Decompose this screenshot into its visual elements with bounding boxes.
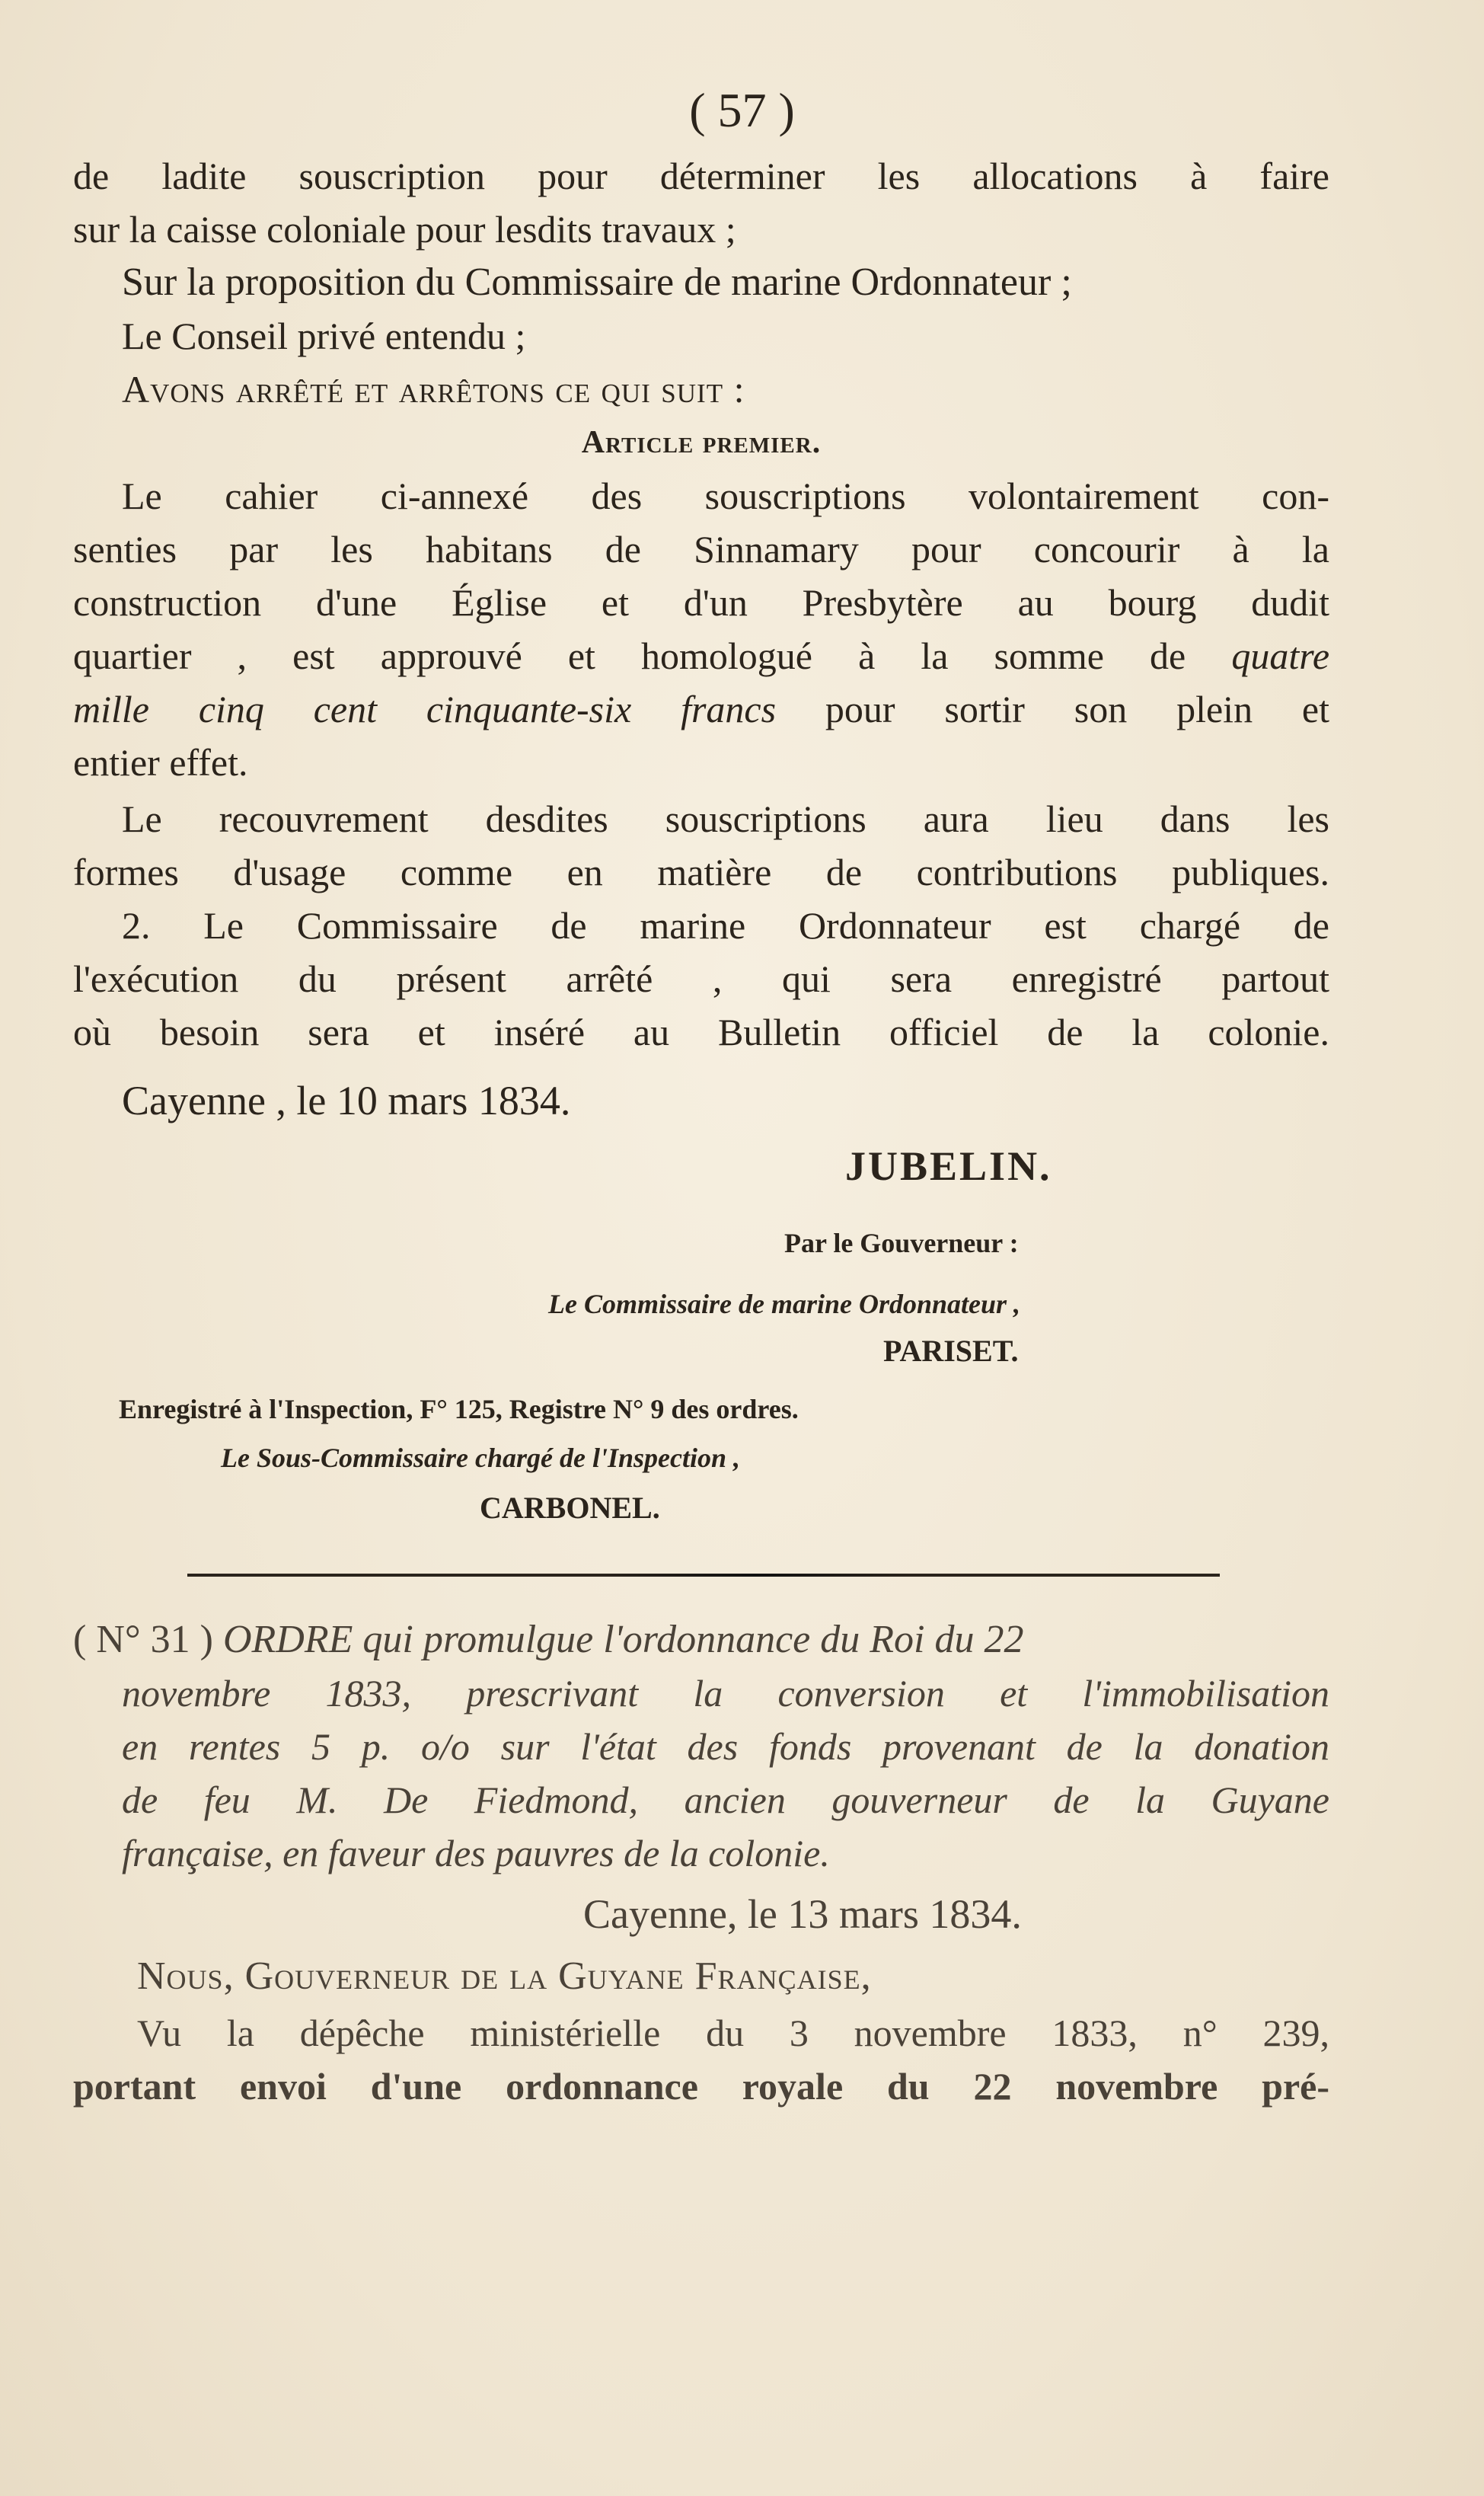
text-span: quartier , est approuvé et homologué à la somme de xyxy=(73,634,1186,677)
page-number: ( 57 ) xyxy=(689,83,795,137)
date-line: Cayenne , le 10 mars 1834. xyxy=(122,1078,571,1123)
text-line: Nous, Gouverneur de la Guyane Française, xyxy=(137,1954,872,1998)
text-line: de feu M. De Fiedmond, ancien gouverneur de la Guyane xyxy=(122,1779,1329,1821)
text-line: en rentes 5 p. o/o sur l'état des fonds provenant de la donation xyxy=(122,1725,1329,1768)
text-line: Vu la dépêche ministérielle du 3 novembre 1833, n° 239, xyxy=(137,2012,1329,2054)
text-line: 2. Le Commissaire de marine Ordonnateur est chargé de xyxy=(122,904,1329,947)
text-span: pour sortir son plein et xyxy=(825,688,1329,730)
text-line: Le Conseil privé entendu ; xyxy=(122,315,526,357)
text-line xyxy=(73,629,1329,682)
text-line xyxy=(73,1613,1329,1667)
text-line: l'exécution du présent arrêté , qui sera enregistré partout xyxy=(73,957,1329,1000)
section-divider xyxy=(187,1574,1220,1577)
text-line: Le recouvrement desdites souscriptions aura lieu dans les xyxy=(122,797,1329,840)
text-line: Le cahier ci-annexé des souscriptions volontairement con- xyxy=(122,475,1329,517)
italic-span: mille cinq cent cinquante-six francs xyxy=(73,688,777,730)
sous-commissaire-title: Le Sous-Commissaire chargé de l'Inspection , xyxy=(221,1443,741,1473)
signature-pariset: PARISET. xyxy=(883,1334,1019,1368)
decree-body xyxy=(73,149,1329,1127)
signature-carbonel: CARBONEL. xyxy=(480,1491,660,1525)
signature-jubelin: JUBELIN. xyxy=(845,1143,1052,1189)
text-line: de ladite souscription pour déterminer les allocations à faire xyxy=(73,155,1329,197)
article-heading: Article premier. xyxy=(581,425,822,460)
text-line: entier effet. xyxy=(73,741,248,784)
enregistrement-line: Enregistré à l'Inspection, F° 125, Registre N° 9 des ordres. xyxy=(119,1394,799,1424)
date-line: Cayenne, le 13 mars 1834. xyxy=(583,1891,1022,1937)
text-line: où besoin sera et inséré au Bulletin officiel de la colonie. xyxy=(73,1011,1329,1053)
italic-span: ORDRE qui promulgue l'ordonnance du Roi du 22 xyxy=(222,1618,1024,1661)
text-line: novembre 1833, prescrivant la conversion et l'immobilisation xyxy=(122,1672,1329,1715)
text-line: construction d'une Église et d'un Presbytère au bourg dudit xyxy=(73,581,1329,624)
italic-span: quatre xyxy=(1231,634,1330,677)
text-line xyxy=(73,682,1329,736)
ordre-block xyxy=(73,1613,1329,2113)
text-line: Avons arrêté et arrêtons ce qui suit : xyxy=(122,368,745,411)
commissaire-title: Le Commissaire de marine Ordonnateur , xyxy=(548,1289,1021,1319)
text-line: formes d'usage comme en matière de contributions publiques. xyxy=(73,851,1329,893)
text-line: senties par les habitans de Sinnamary pour concourir à la xyxy=(73,528,1329,570)
ordre-number: ( N° 31 ) xyxy=(73,1618,213,1661)
par-le-gouverneur: Par le Gouverneur : xyxy=(784,1228,1019,1258)
text-line: sur la caisse coloniale pour lesdits travaux ; xyxy=(73,208,736,251)
text-line: portant envoi d'une ordonnance royale du 22 novembre pré- xyxy=(73,2065,1329,2108)
text-line: française, en faveur des pauvres de la colonie. xyxy=(122,1832,830,1874)
text-line: Sur la proposition du Commissaire de marine Ordonnateur ; xyxy=(122,260,1072,304)
